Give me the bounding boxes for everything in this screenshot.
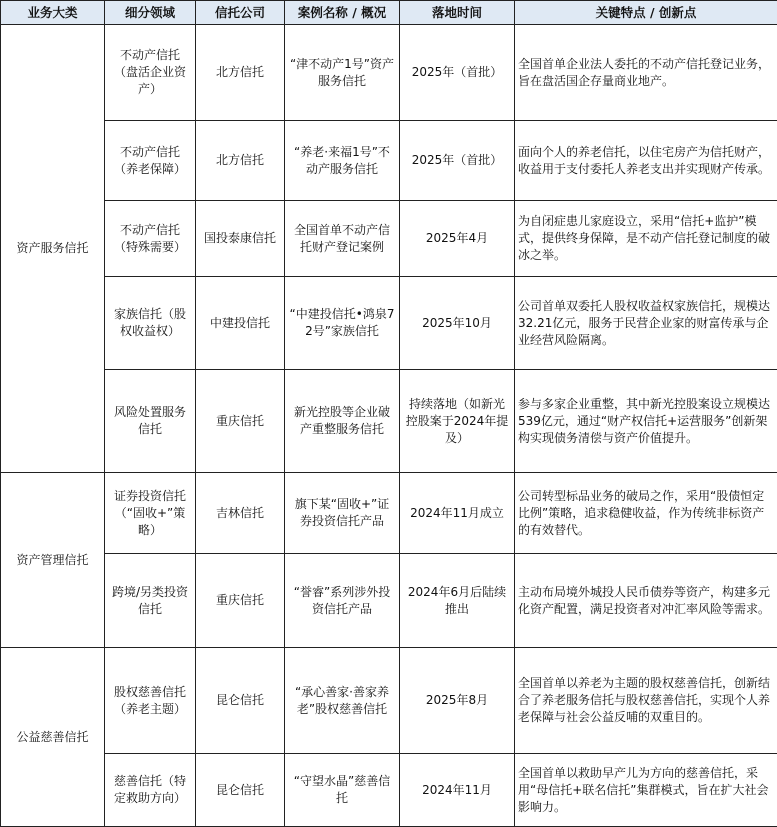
header-time: 落地时间 [400, 1, 515, 25]
company-cell: 国投泰康信托 [196, 201, 285, 277]
feature-cell: 主动布局境外城投人民币债券等资产，构建多元化资产配置，满足投资者对冲汇率风险等需求。 [515, 554, 777, 648]
table-row [1, 473, 777, 554]
field-cell: 不动产信托（特殊需要） [105, 201, 196, 277]
field-cell: 跨境/另类投资信托 [105, 554, 196, 648]
feature-cell: 公司首单双委托人股权收益权家族信托，规模达32.21亿元，服务于民营企业家的财富传承与企业经营风险隔离。 [515, 277, 777, 370]
case-cell: 新光控股等企业破产重整服务信托 [285, 370, 400, 473]
case-cell: “守望水晶”慈善信托 [285, 754, 400, 827]
field-cell: 家族信托（股权收益权） [105, 277, 196, 370]
company-cell: 重庆信托 [196, 554, 285, 648]
header-company: 信托公司 [196, 1, 285, 25]
company-cell: 昆仑信托 [196, 754, 285, 827]
company-cell: 北方信托 [196, 121, 285, 201]
time-cell: 2025年10月 [400, 277, 515, 370]
field-cell: 不动产信托（养老保障） [105, 121, 196, 201]
company-cell: 重庆信托 [196, 370, 285, 473]
feature-cell: 面向个人的养老信托，以住宅房产为信托财产，收益用于支付委托人养老支出并实现财产传承。 [515, 121, 777, 201]
field-cell: 不动产信托（盘活企业资产） [105, 25, 196, 121]
table-row [1, 754, 777, 827]
table-row [1, 554, 777, 648]
time-cell: 2025年8月 [400, 648, 515, 754]
header-feature: 关键特点 / 创新点 [515, 1, 777, 25]
table-row [1, 370, 777, 473]
feature-cell: 全国首单以养老为主题的股权慈善信托，创新结合了养老服务信托与股权慈善信托，实现个人养老保障与社会公益反哺的双重目的。 [515, 648, 777, 754]
company-cell: 吉林信托 [196, 473, 285, 554]
case-cell: 全国首单不动产信托财产登记案例 [285, 201, 400, 277]
header-category: 业务大类 [1, 1, 105, 25]
field-cell: 慈善信托（特定救助方向） [105, 754, 196, 827]
time-cell: 持续落地（如新光控股案于2024年提及） [400, 370, 515, 473]
feature-cell: 参与多家企业重整，其中新光控股案设立规模达539亿元，通过“财产权信托+运营服务”创新架构实现债务清偿与资产价值提升。 [515, 370, 777, 473]
case-cell: “津不动产1号”资产服务信托 [285, 25, 400, 121]
case-cell: “中建投信托•鸿泉72号”家族信托 [285, 277, 400, 370]
company-cell: 中建投信托 [196, 277, 285, 370]
table-row [1, 201, 777, 277]
header-row [1, 1, 777, 25]
feature-cell: 为自闭症患儿家庭设立，采用“信托+监护”模式，提供终身保障，是不动产信托登记制度的破冰之举。 [515, 201, 777, 277]
feature-cell: 全国首单企业法人委托的不动产信托登记业务，旨在盘活国企存量商业地产。 [515, 25, 777, 121]
company-cell: 北方信托 [196, 25, 285, 121]
time-cell: 2025年4月 [400, 201, 515, 277]
feature-cell: 全国首单以救助早产儿为方向的慈善信托，采用“母信托+联名信托”集群模式，旨在扩大社会影响力。 [515, 754, 777, 827]
field-cell: 股权慈善信托（养老主题） [105, 648, 196, 754]
time-cell: 2025年（首批） [400, 121, 515, 201]
case-cell: “誉睿”系列涉外投资信托产品 [285, 554, 400, 648]
category-cell: 资产服务信托 [1, 25, 105, 473]
field-cell: 风险处置服务信托 [105, 370, 196, 473]
table-row [1, 648, 777, 754]
header-case: 案例名称 / 概况 [285, 1, 400, 25]
time-cell: 2024年11月 [400, 754, 515, 827]
time-cell: 2024年6月后陆续推出 [400, 554, 515, 648]
table-row [1, 25, 777, 121]
category-cell: 公益慈善信托 [1, 648, 105, 827]
category-cell: 资产管理信托 [1, 473, 105, 648]
time-cell: 2025年（首批） [400, 25, 515, 121]
case-cell: “承心善家·善家养老”股权慈善信托 [285, 648, 400, 754]
time-cell: 2024年11月成立 [400, 473, 515, 554]
feature-cell: 公司转型标品业务的破局之作，采用“股债恒定比例”策略，追求稳健收益，作为传统非标资产的有效替代。 [515, 473, 777, 554]
table-row [1, 121, 777, 201]
header-field: 细分领域 [105, 1, 196, 25]
case-cell: 旗下某“固收+”证券投资信托产品 [285, 473, 400, 554]
company-cell: 昆仑信托 [196, 648, 285, 754]
field-cell: 证券投资信托（“固收+”策略） [105, 473, 196, 554]
case-cell: “养老·来福1号”不动产服务信托 [285, 121, 400, 201]
table-row [1, 277, 777, 370]
